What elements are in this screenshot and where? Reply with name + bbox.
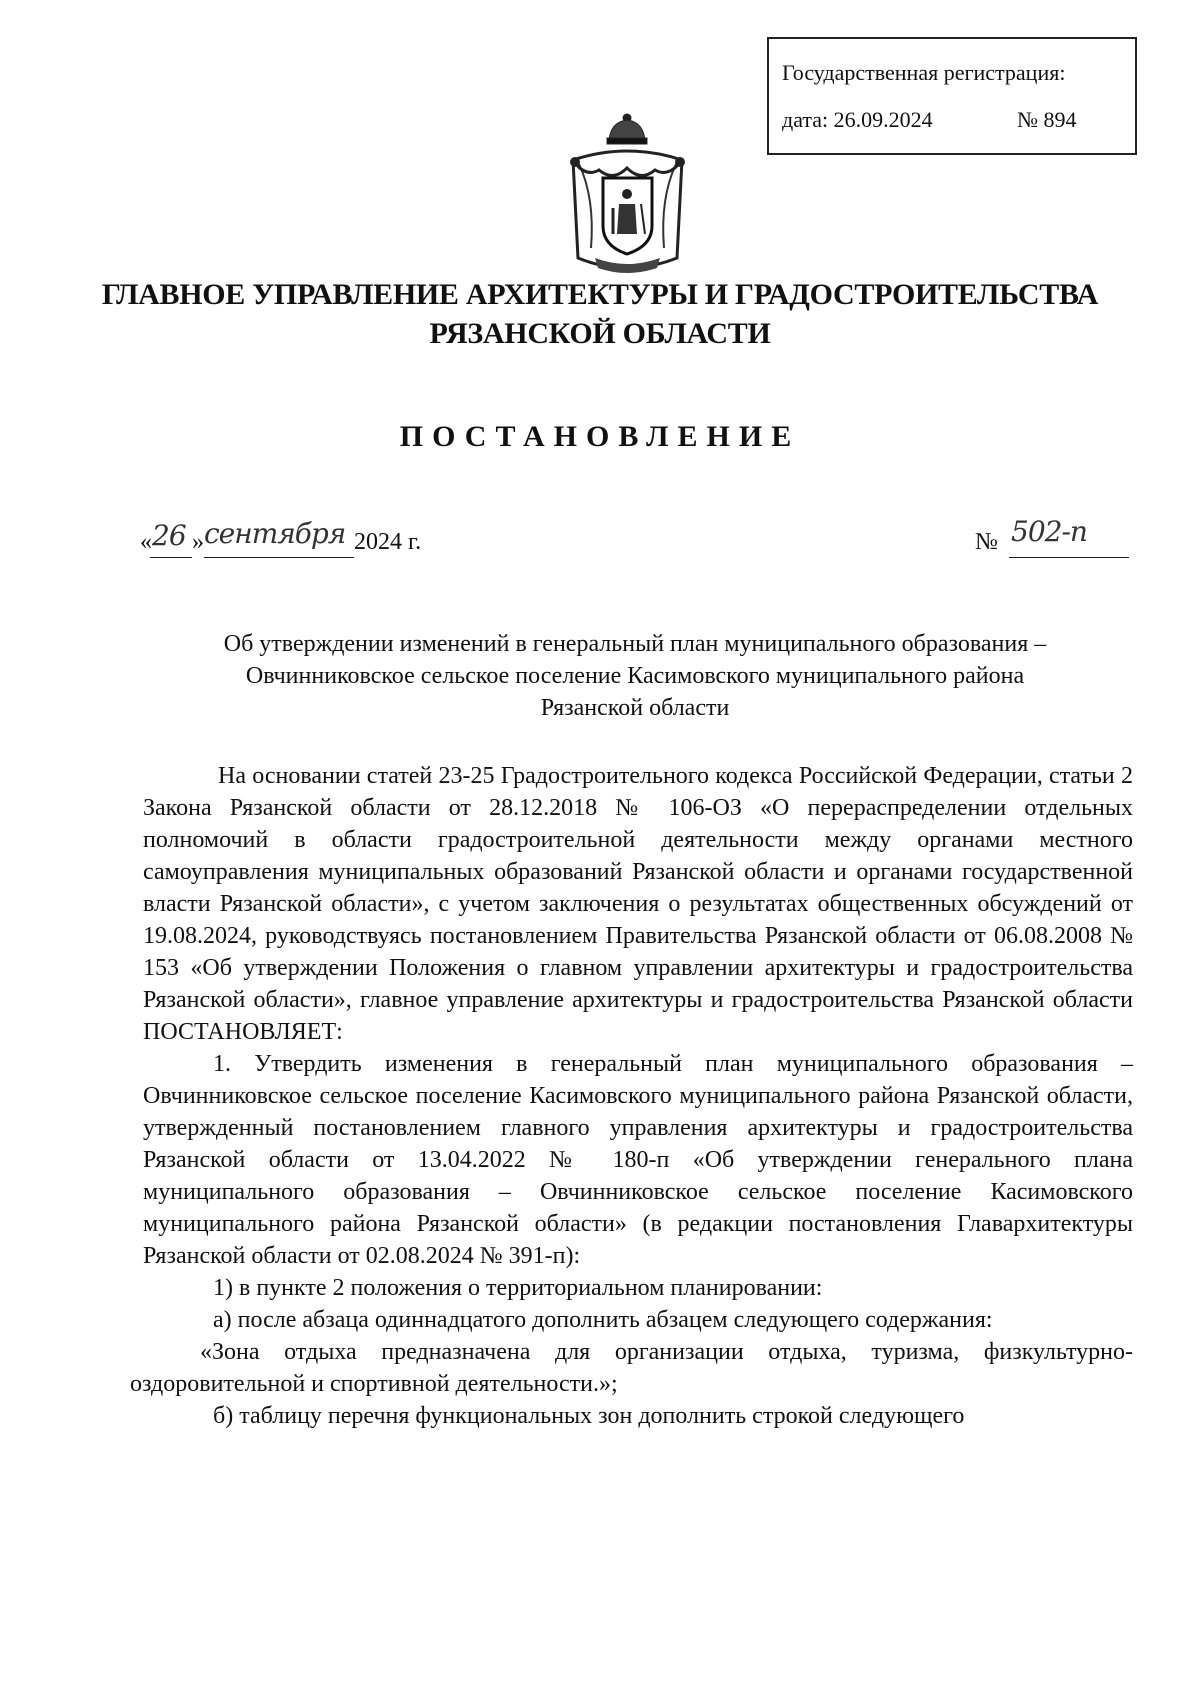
- body-paragraph-subitem-a: а) после абзаца одиннадцатого дополнить абзацем следующего содержания:: [213, 1307, 993, 1333]
- body-paragraph-preamble: На основании статей 23-25 Градостроительного кодекса Российской Федерации, статьи 2 Закона Рязанской области от 28.12.2018 № 106-ОЗ «О перераспределении отдельных полномочий в области градостроительной деятельности между органами местного самоуправления муниципальных образований Рязанской области и органами государственной власти Рязанской области», с учетом заключения о результатах общественных обсуждений от 19.08.2024, руководствуясь постановлением Правительства Рязанской области от 06.08.2008 № 153 «Об утверждении Положения о главном управлении архитектуры и градостроительства Рязанской области», главное управление архитектуры и градостроительства Рязанской области ПОСТАНОВЛЯЕТ:: [143, 763, 1133, 1045]
- decree-number: [975, 515, 1175, 563]
- subject-line-2: Овчинниковское сельское поселение Касимовского муниципального района: [245, 663, 1025, 689]
- registration-number: № 894: [1017, 107, 1077, 132]
- date-open-quote: «: [140, 529, 152, 555]
- date-month-underline: [204, 557, 354, 558]
- organization-name-line-1: ГЛАВНОЕ УПРАВЛЕНИЕ АРХИТЕКТУРЫ И ГРАДОСТРОИТЕЛЬСТВА: [101, 278, 1099, 311]
- date-month-handwritten: сентября: [204, 517, 346, 550]
- body-paragraph-quote: «Зона отдыха предназначена для организации отдыха, туризма, физкультурно-оздоровительной и спортивной деятельности.»;: [130, 1339, 1133, 1397]
- number-handwritten: 502-п: [1011, 515, 1087, 548]
- date-day-underline: [150, 557, 192, 558]
- date-close-quote: »: [192, 529, 204, 555]
- document-type-title: ПОСТАНОВЛЕНИЕ: [399, 420, 801, 453]
- body-paragraph-subitem-b: б) таблицу перечня функциональных зон дополнить строкой следующего: [213, 1403, 965, 1429]
- coat-of-arms-emblem: [565, 108, 690, 276]
- registration-title: Государственная регистрация:: [782, 60, 1066, 85]
- registration-stamp: [767, 37, 1137, 155]
- organization-name-line-2: РЯЗАНСКОЙ ОБЛАСТИ: [429, 317, 771, 350]
- decree-subject: [140, 628, 1130, 724]
- body-paragraph-item-1: 1. Утвердить изменения в генеральный план муниципального образования – Овчинниковское сельское поселение Касимовского муниципального района Рязанской области, утвержденный постановлением главного управления архитектуры и градостроительства Рязанской области от 13.04.2022 № 180-п «Об утверждении генерального плана муниципального образования – Овчинниковское сельское поселение Касимовского муниципального района Рязанской области» (в редакции постановления Главархитектуры Рязанской области от 02.08.2024 № 391-п):: [143, 1051, 1133, 1269]
- subject-line-3: Рязанской области: [540, 695, 730, 721]
- number-underline: [1009, 557, 1129, 558]
- registration-date: дата: 26.09.2024: [782, 107, 933, 132]
- subject-line-1: Об утверждении изменений в генеральный план муниципального образования –: [223, 631, 1047, 657]
- decree-date: [140, 517, 480, 563]
- number-prefix: №: [975, 529, 998, 555]
- date-year: 2024 г.: [354, 529, 422, 555]
- decree-body: [130, 760, 1133, 1432]
- body-paragraph-subitem-1: 1) в пункте 2 положения о территориальном планировании:: [213, 1275, 823, 1301]
- date-day-handwritten: 26: [152, 519, 186, 552]
